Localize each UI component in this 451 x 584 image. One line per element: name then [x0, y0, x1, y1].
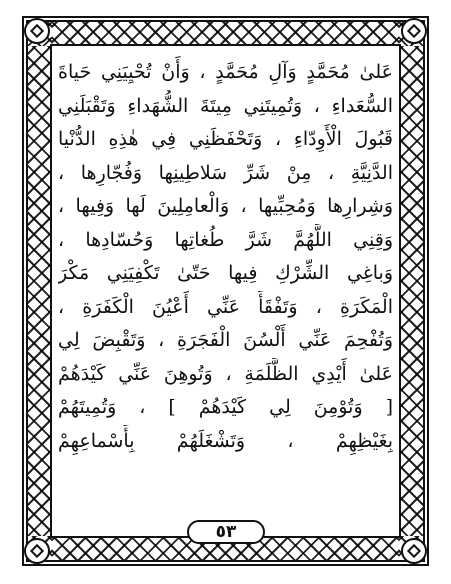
text-line: [ وَتُوْمِنَ لِي كَيْدَهُمْ ] ، وَتُمِيتَهُمْ — [58, 396, 393, 418]
prayer-text — [58, 56, 393, 458]
text-line: السُّعَداءِ ، وَتُمِيتَنِي مِيتَةَ الشُّهَداءِ وَتَقْبَلَنِي — [58, 94, 393, 117]
text-line: وَقِنِي اللَّهُمَّ شَرَّ طُغاتِها وَحُسّادِها ، — [58, 228, 393, 251]
page-number: ٥٣ — [215, 521, 237, 542]
text-line: عَلىٰ أَيْدِي الظَّلَمَةِ ، وَتُوهِنَ عَنِّي كَيْدَهُمْ — [58, 362, 393, 385]
text-line: وَتُفْحِمَ عَنِّي أَلْسُنَ الْفَجَرَةِ ، وَتَقْبِضَ لِي — [58, 329, 393, 351]
text-line: وَباغِي الشِّرْكِ فِيها حَتّىٰ تَكْفِيَنِي مَكْرَ — [58, 262, 393, 284]
corner-ornament-icon — [401, 18, 427, 44]
page-number-cartouche — [187, 520, 265, 544]
text-line: الْمَكَرَةِ ، وَتَفْقَأَ عَنِّي أَعْيُنَ الْكَفَرَةِ ، — [58, 295, 393, 318]
corner-ornament-icon — [24, 538, 50, 564]
text-line: بِغَيْظِهِمْ ، وَتَشْغَلَهُمْ بِأَسْماعِهِمْ — [58, 429, 393, 452]
text-line: وَشِرارِها وَمُحِبِّيها ، وَالْعامِلِينَ لَها وَفِيها ، — [58, 195, 393, 217]
corner-ornament-icon — [401, 538, 427, 564]
text-line: عَلىٰ مُحَمَّدٍ وَآلِ مُحَمَّدٍ ، وَأَنْ تُحْيِيَنِي حَياةَ — [58, 61, 393, 83]
text-line: قَبُولَ الْأَوِدّاءِ ، وَتَحْفَظَنِي فِي هٰذِهِ الدُّنْيا — [58, 128, 393, 150]
corner-ornament-icon — [24, 18, 50, 44]
text-line: الدَّنِيَّةِ ، مِنْ شَرِّ سَلاطِينِها وَفُجّارِها ، — [58, 161, 393, 184]
